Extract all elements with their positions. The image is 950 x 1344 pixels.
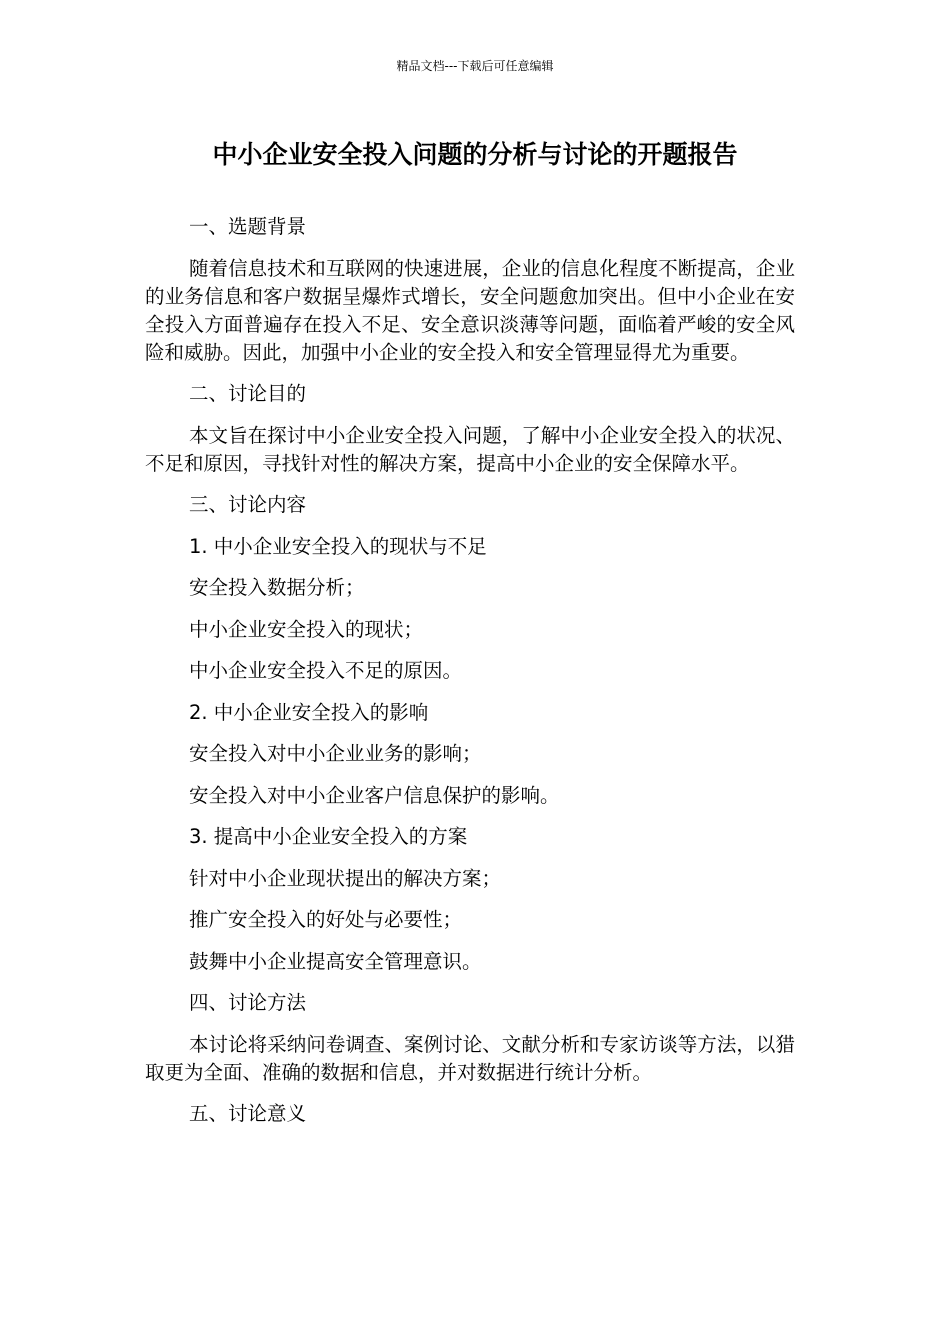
list-item: 针对中小企业现状提出的解决方案； (189, 866, 502, 890)
subheading-impact: 2. 中小企业安全投入的影响 (189, 700, 429, 724)
list-item: 中小企业安全投入不足的原因。 (189, 659, 463, 682)
document-body (145, 213, 795, 1142)
document-title: 中小企业安全投入问题的分析与讨论的开题报告 (212, 140, 738, 169)
subheading-solutions: 3. 提高中小企业安全投入的方案 (189, 825, 468, 848)
list-item: 推广安全投入的好处与必要性； (189, 908, 463, 931)
header-note: 精品文档---下载后可任意编辑 (396, 59, 554, 73)
list-item: 安全投入对中小企业客户信息保护的影响。 (189, 783, 560, 807)
subheading-current-status: 1. 中小企业安全投入的现状与不足 (189, 534, 487, 558)
list-item: 中小企业安全投入的现状； (189, 617, 424, 641)
section-heading-purpose: 二、讨论目的 (189, 382, 307, 405)
section-heading-significance: 五、讨论意义 (189, 1102, 307, 1125)
list-item: 安全投入数据分析； (189, 576, 365, 599)
list-item: 鼓舞中小企业提高安全管理意识。 (189, 949, 482, 973)
section-heading-background: 一、选题背景 (189, 215, 307, 238)
list-item: 安全投入对中小企业业务的影响； (189, 742, 482, 765)
section-heading-content: 三、讨论内容 (189, 493, 307, 516)
paragraph-purpose: 本文旨在探讨中小企业安全投入问题，了解中小企业安全投入的状况、不足和原因，寻找针对性的解决方案，提高中小企业的安全保障水平。 (145, 423, 795, 475)
paragraph-methods: 本讨论将采纳问卷调查、案例讨论、文献分析和专家访谈等方法，以猎取更为全面、准确的数据和信息，并对数据进行统计分析。 (145, 1032, 795, 1084)
paragraph-background: 随着信息技术和互联网的快速进展，企业的信息化程度不断提高，企业的业务信息和客户数据呈爆炸式增长，安全问题愈加突出。但中小企业在安全投入方面普遍存在投入不足、安全意识淡薄等问题，面临着严峻的安全风险和威胁。因此，加强中小企业的安全投入和安全管理显得尤为重要。 (145, 256, 795, 364)
section-heading-methods: 四、讨论方法 (189, 991, 307, 1014)
